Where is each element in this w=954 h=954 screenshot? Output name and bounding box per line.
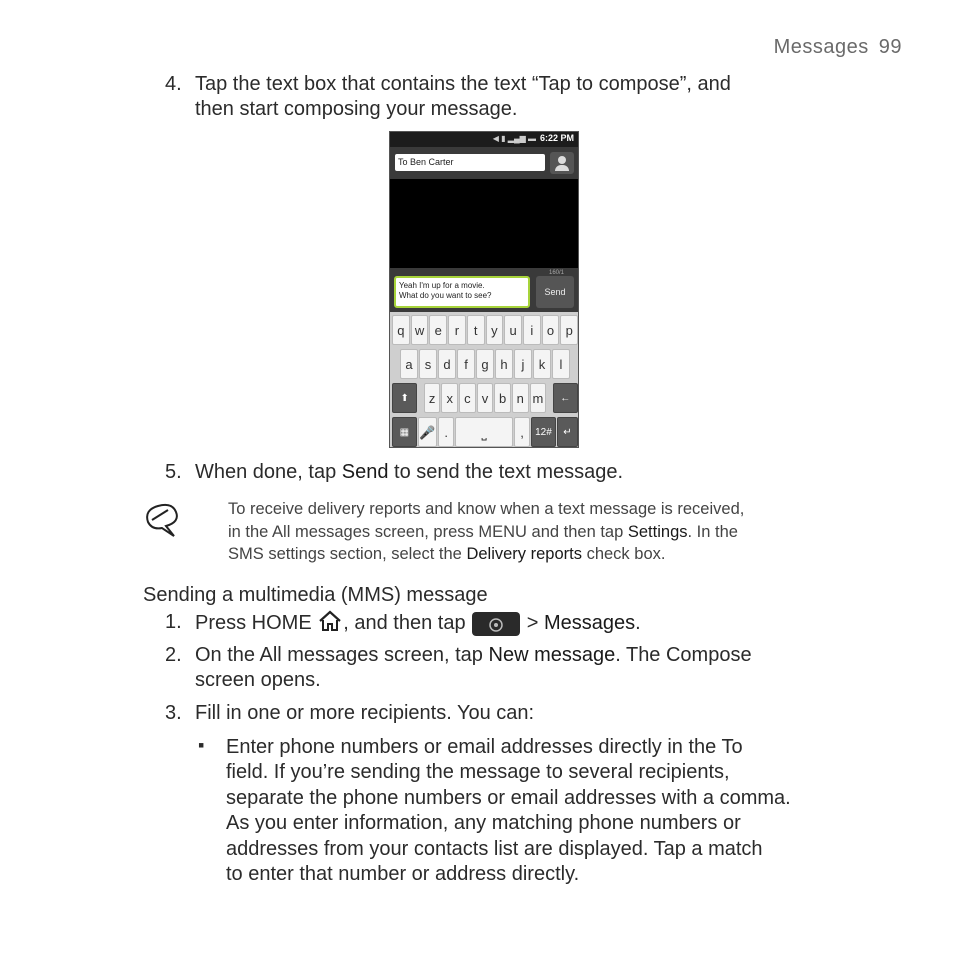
text-run: , and then tap bbox=[343, 612, 472, 634]
text-run: SMS settings section, select the bbox=[228, 545, 467, 563]
compose-bar bbox=[390, 268, 578, 312]
header-section: Messages bbox=[773, 36, 869, 58]
key-u[interactable]: u bbox=[504, 315, 522, 345]
key-w[interactable]: w bbox=[411, 315, 429, 345]
text-run: On the All messages screen, tap bbox=[195, 644, 489, 666]
step-number: 5. bbox=[165, 461, 182, 483]
note-text bbox=[228, 498, 878, 566]
note-line-1: To receive delivery reports and know when a text message is received, bbox=[228, 500, 745, 518]
ui-term-send: Send bbox=[341, 461, 389, 483]
message-line-2: What do you want to see? bbox=[399, 291, 492, 300]
key-x[interactable]: x bbox=[441, 383, 458, 413]
messages-app-icon bbox=[471, 611, 521, 637]
text-run: in the All messages screen, press MENU and then tap bbox=[228, 522, 628, 541]
keyboard-row-3 bbox=[392, 383, 578, 413]
key-t[interactable]: t bbox=[467, 315, 485, 345]
key-f[interactable]: f bbox=[457, 349, 475, 379]
ui-term-delivery-reports: Delivery reports bbox=[466, 545, 582, 563]
key-s[interactable]: s bbox=[419, 349, 437, 379]
key-r[interactable]: r bbox=[448, 315, 466, 345]
mms-step-2 bbox=[165, 643, 885, 695]
text-run: . bbox=[635, 612, 641, 634]
step-4 bbox=[165, 72, 885, 124]
key-k[interactable]: k bbox=[533, 349, 551, 379]
step-text-line-2: then start composing your message. bbox=[195, 98, 518, 120]
page-number: 99 bbox=[878, 36, 902, 58]
key-b[interactable]: b bbox=[494, 383, 511, 413]
step-text-line-1 bbox=[195, 643, 752, 668]
ui-term-new-message: New message bbox=[488, 644, 616, 666]
char-counter: 160/1 bbox=[548, 270, 564, 276]
status-icons: ◀ ▮ ▂▄▆ ▬ bbox=[492, 134, 536, 143]
status-bar bbox=[390, 132, 578, 147]
key-gap bbox=[547, 383, 551, 413]
section-heading: Sending a multimedia (MMS) message bbox=[143, 584, 488, 606]
punctuation-key[interactable]: . bbox=[438, 417, 454, 447]
bullet-line: field. If you’re sending the message to several recipients, bbox=[226, 761, 730, 784]
text-run: . The Compose bbox=[615, 644, 752, 666]
bullet-text bbox=[226, 735, 891, 887]
text-run: . In the bbox=[687, 522, 738, 541]
note-line-2 bbox=[228, 521, 878, 544]
key-j[interactable]: j bbox=[514, 349, 532, 379]
text-run: > bbox=[521, 612, 544, 634]
ui-term-messages: Messages bbox=[543, 612, 636, 634]
shift-key-icon[interactable]: ⬆ bbox=[392, 383, 417, 413]
bullet-line: to enter that number or address directly. bbox=[226, 863, 580, 886]
send-button[interactable]: Send bbox=[536, 276, 574, 308]
key-l[interactable]: l bbox=[552, 349, 570, 379]
keyboard-row-4 bbox=[392, 417, 578, 447]
compose-field[interactable] bbox=[394, 276, 530, 308]
key-p[interactable]: p bbox=[560, 315, 578, 345]
note-line-3 bbox=[228, 543, 878, 566]
bullet-line: Enter phone numbers or email addresses directly in the To bbox=[226, 736, 743, 758]
mms-step-1 bbox=[165, 610, 885, 640]
keyboard-row-2 bbox=[400, 349, 570, 379]
message-line-1: Yeah I'm up for a movie. bbox=[399, 281, 485, 290]
enter-key-icon[interactable]: ↵ bbox=[557, 417, 578, 447]
recipient-bar bbox=[390, 147, 578, 179]
key-d[interactable]: d bbox=[438, 349, 456, 379]
step-number: 2. bbox=[165, 644, 182, 666]
bullet-marker: ▪ bbox=[198, 735, 205, 755]
key-v[interactable]: v bbox=[477, 383, 494, 413]
contact-picker-button[interactable] bbox=[550, 152, 574, 174]
status-time: 6:22 PM bbox=[539, 133, 574, 143]
key-q[interactable]: q bbox=[392, 315, 410, 345]
keyboard-row-1 bbox=[392, 315, 578, 345]
to-field[interactable]: To Ben Carter bbox=[395, 154, 545, 171]
text-run: to send the text message. bbox=[388, 461, 624, 483]
text-run: check box. bbox=[582, 545, 666, 563]
backspace-key-icon[interactable]: ← bbox=[553, 383, 578, 413]
step-5 bbox=[165, 460, 885, 486]
note-pencil-icon bbox=[142, 502, 182, 538]
keyboard-icon[interactable]: ▦ bbox=[392, 417, 417, 447]
key-a[interactable]: a bbox=[400, 349, 418, 379]
ui-term-settings: Settings bbox=[627, 522, 688, 541]
bullet-line: separate the phone numbers or email addresses with a comma. bbox=[226, 786, 791, 809]
bullet-line: As you enter information, any matching phone numbers or bbox=[226, 812, 741, 835]
step-text-line-2: screen opens. bbox=[195, 669, 321, 691]
comma-key[interactable]: , bbox=[514, 417, 530, 447]
running-header bbox=[774, 36, 902, 59]
step-text-line-1: Tap the text box that contains the text “Tap to compose”, and bbox=[195, 73, 731, 95]
home-icon bbox=[317, 610, 343, 632]
key-e[interactable]: e bbox=[429, 315, 447, 345]
text-run: Press HOME bbox=[195, 612, 318, 634]
key-o[interactable]: o bbox=[542, 315, 560, 345]
key-gap bbox=[418, 383, 422, 413]
step-text bbox=[195, 460, 623, 485]
key-n[interactable]: n bbox=[512, 383, 529, 413]
phone-screenshot bbox=[389, 131, 579, 448]
key-c[interactable]: c bbox=[459, 383, 476, 413]
step-text bbox=[195, 610, 641, 637]
key-i[interactable]: i bbox=[523, 315, 541, 345]
key-g[interactable]: g bbox=[476, 349, 494, 379]
key-m[interactable]: m bbox=[530, 383, 547, 413]
step-number: 1. bbox=[165, 611, 182, 633]
symbols-key[interactable]: 12# bbox=[531, 417, 556, 447]
step-number: 4. bbox=[165, 73, 182, 95]
key-h[interactable]: h bbox=[495, 349, 513, 379]
step-text: Fill in one or more recipients. You can: bbox=[195, 702, 535, 724]
key-z[interactable]: z bbox=[424, 383, 441, 413]
text-run: When done, tap bbox=[195, 461, 342, 483]
keyboard bbox=[390, 312, 578, 448]
mic-key-icon[interactable]: 🎤 bbox=[418, 417, 437, 447]
mms-step-3 bbox=[165, 701, 885, 727]
bullet-line: addresses from your contacts list are displayed. Tap a match bbox=[226, 837, 763, 860]
key-y[interactable]: y bbox=[486, 315, 504, 345]
step-number: 3. bbox=[165, 702, 182, 724]
space-key-icon[interactable]: ⎵ bbox=[455, 417, 513, 447]
